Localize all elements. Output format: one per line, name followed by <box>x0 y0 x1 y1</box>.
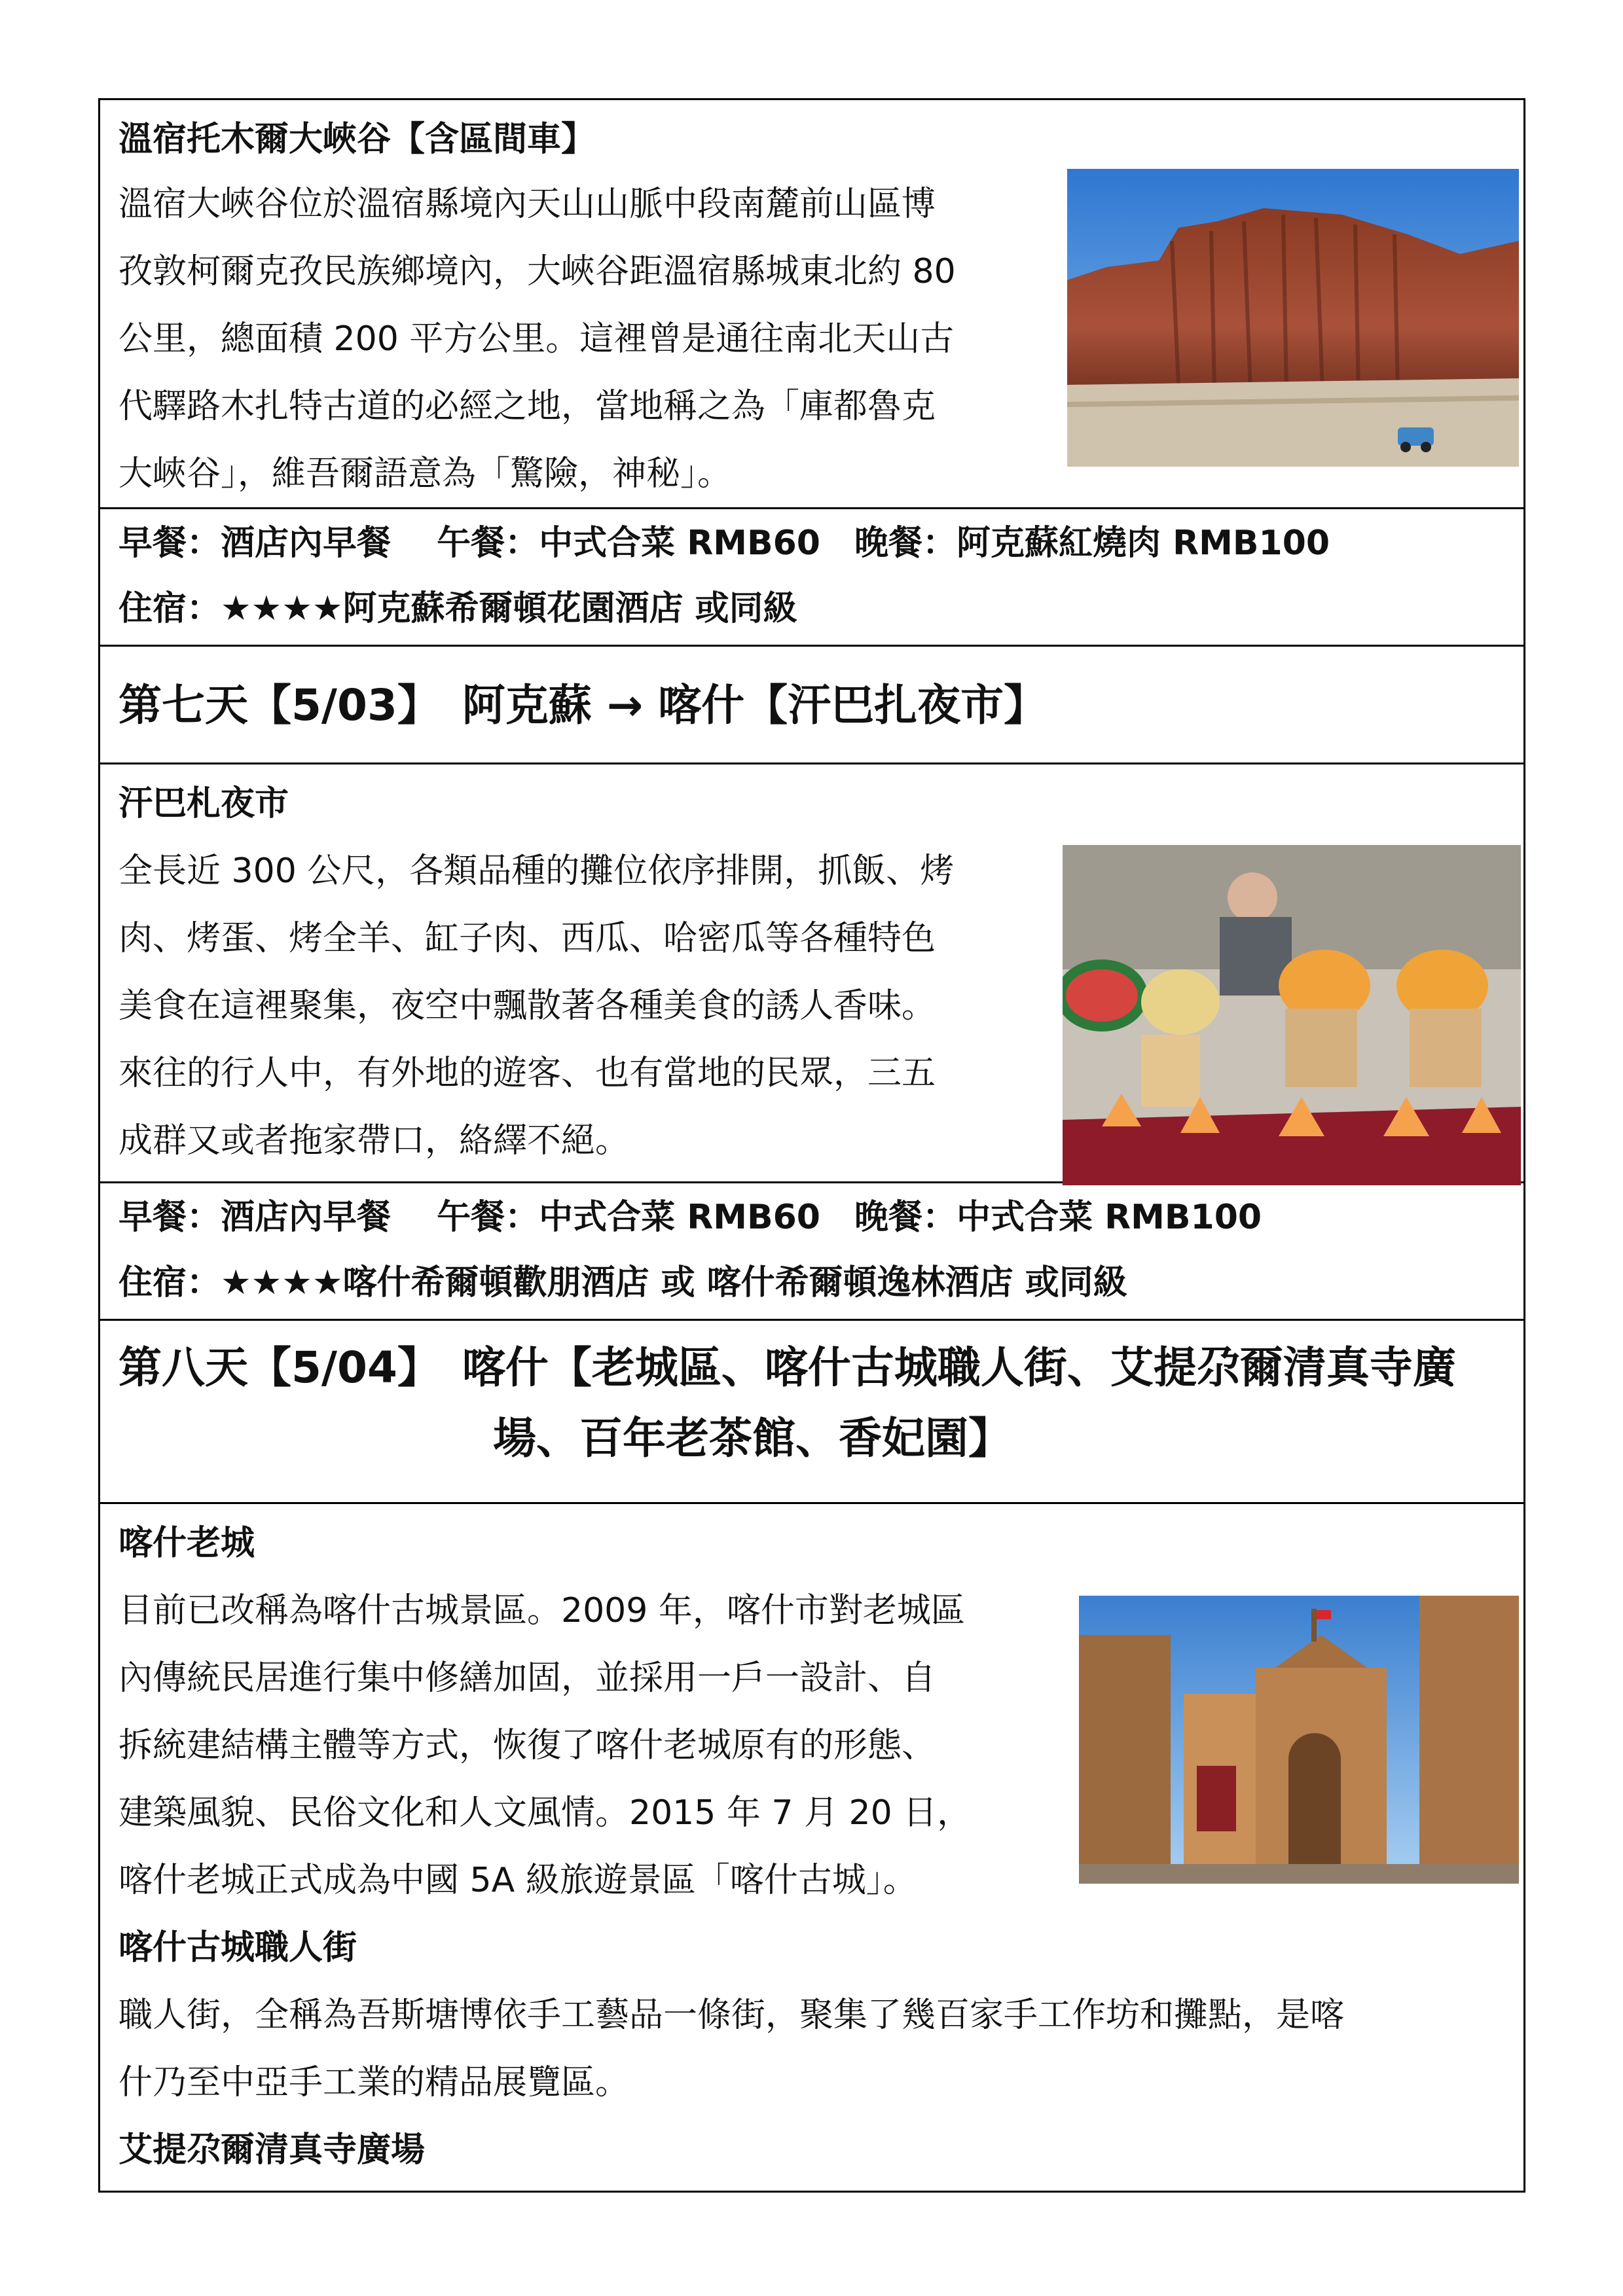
canyon-text-line: 溫宿大峽谷位於溫宿縣境內天山山脈中段南麓前山區博 <box>119 185 936 224</box>
night-market-photo <box>1063 845 1521 1185</box>
meals-section-day6 <box>100 509 1523 647</box>
night-market-title: 汗巴札夜市 <box>119 784 289 823</box>
artisan-street-text-line: 什乃至中亞手工業的精品展覽區。 <box>119 2063 630 2102</box>
canyon-text-line: 大峽谷」，維吾爾語意為「驚險，神秘」。 <box>119 454 732 493</box>
night-market-text-line: 全長近 300 公尺，各類品種的攤位依序排開，抓飯、烤 <box>119 852 955 891</box>
night-market-section <box>100 764 1523 1183</box>
meals-line: 早餐：酒店內早餐 午餐：中式合菜 RMB60 晚餐：阿克蘇紅燒肉 RMB100 <box>119 524 1330 563</box>
night-market-text-line: 來往的行人中，有外地的遊客、也有當地的民眾，三五 <box>119 1054 936 1093</box>
old-city-section <box>100 1504 1523 2193</box>
itinerary-table <box>98 98 1525 2193</box>
canyon-text-line: 代驛路木扎特古道的必經之地，當地稱之為「庫都魯克 <box>119 387 936 426</box>
night-market-text-line: 成群又或者拖家帶口，絡繹不絕。 <box>119 1121 630 1160</box>
day8-header <box>100 1321 1523 1504</box>
old-city-photo <box>1079 1596 1519 1884</box>
day8-heading-line1: 第八天【5/04】 喀什【老城區、喀什古城職人街、艾提尕爾清真寺廣 <box>119 1342 1456 1393</box>
canyon-text-line: 公里，總面積 200 平方公里。這裡曾是通往南北天山古 <box>119 319 955 359</box>
canyon-photo <box>1067 169 1519 467</box>
old-city-text-line: 內傳統民居進行集中修繕加固，並採用一戶一設計、自 <box>119 1659 936 1698</box>
hotel-line: 住宿：★★★★喀什希爾頓歡朋酒店 或 喀什希爾頓逸林酒店 或同級 <box>119 1263 1127 1302</box>
old-city-title: 喀什老城 <box>119 1524 255 1563</box>
canyon-section <box>100 100 1523 509</box>
meals-section-day7 <box>100 1183 1523 1321</box>
canyon-text-line: 孜敦柯爾克孜民族鄉境內，大峽谷距溫宿縣城東北約 80 <box>119 252 956 291</box>
artisan-street-text-line: 職人街，全稱為吾斯塘博依手工藝品一條街，聚集了幾百家手工作坊和攤點，是喀 <box>119 1996 1345 2035</box>
day7-heading: 第七天【5/03】 阿克蘇 → 喀什【汗巴扎夜市】 <box>119 680 1048 730</box>
day8-heading-line2: 場、百年老茶館、香妃園】 <box>493 1413 1012 1463</box>
old-city-text-line: 建築風貌、民俗文化和人文風情。2015 年 7 月 20 日， <box>119 1793 972 1833</box>
day7-header <box>100 647 1523 764</box>
meals-line: 早餐：酒店內早餐 午餐：中式合菜 RMB60 晚餐：中式合菜 RMB100 <box>119 1198 1262 1237</box>
old-city-text-line: 拆統建結構主體等方式，恢復了喀什老城原有的形態、 <box>119 1726 936 1765</box>
night-market-text-line: 美食在這裡聚集，夜空中飄散著各種美食的誘人香味。 <box>119 986 936 1026</box>
mosque-square-title: 艾提尕爾清真寺廣場 <box>119 2130 426 2170</box>
canyon-title: 溫宿托木爾大峽谷【含區間車】 <box>119 120 596 159</box>
night-market-text-line: 肉、烤蛋、烤全羊、缸子肉、西瓜、哈密瓜等各種特色 <box>119 919 936 958</box>
hotel-line: 住宿：★★★★阿克蘇希爾頓花園酒店 或同級 <box>119 589 797 628</box>
old-city-text-line: 目前已改稱為喀什古城景區。2009 年，喀什市對老城區 <box>119 1591 965 1630</box>
old-city-text-line: 喀什老城正式成為中國 5A 級旅遊景區「喀什古城」。 <box>119 1861 917 1900</box>
artisan-street-title: 喀什古城職人街 <box>119 1928 357 1967</box>
